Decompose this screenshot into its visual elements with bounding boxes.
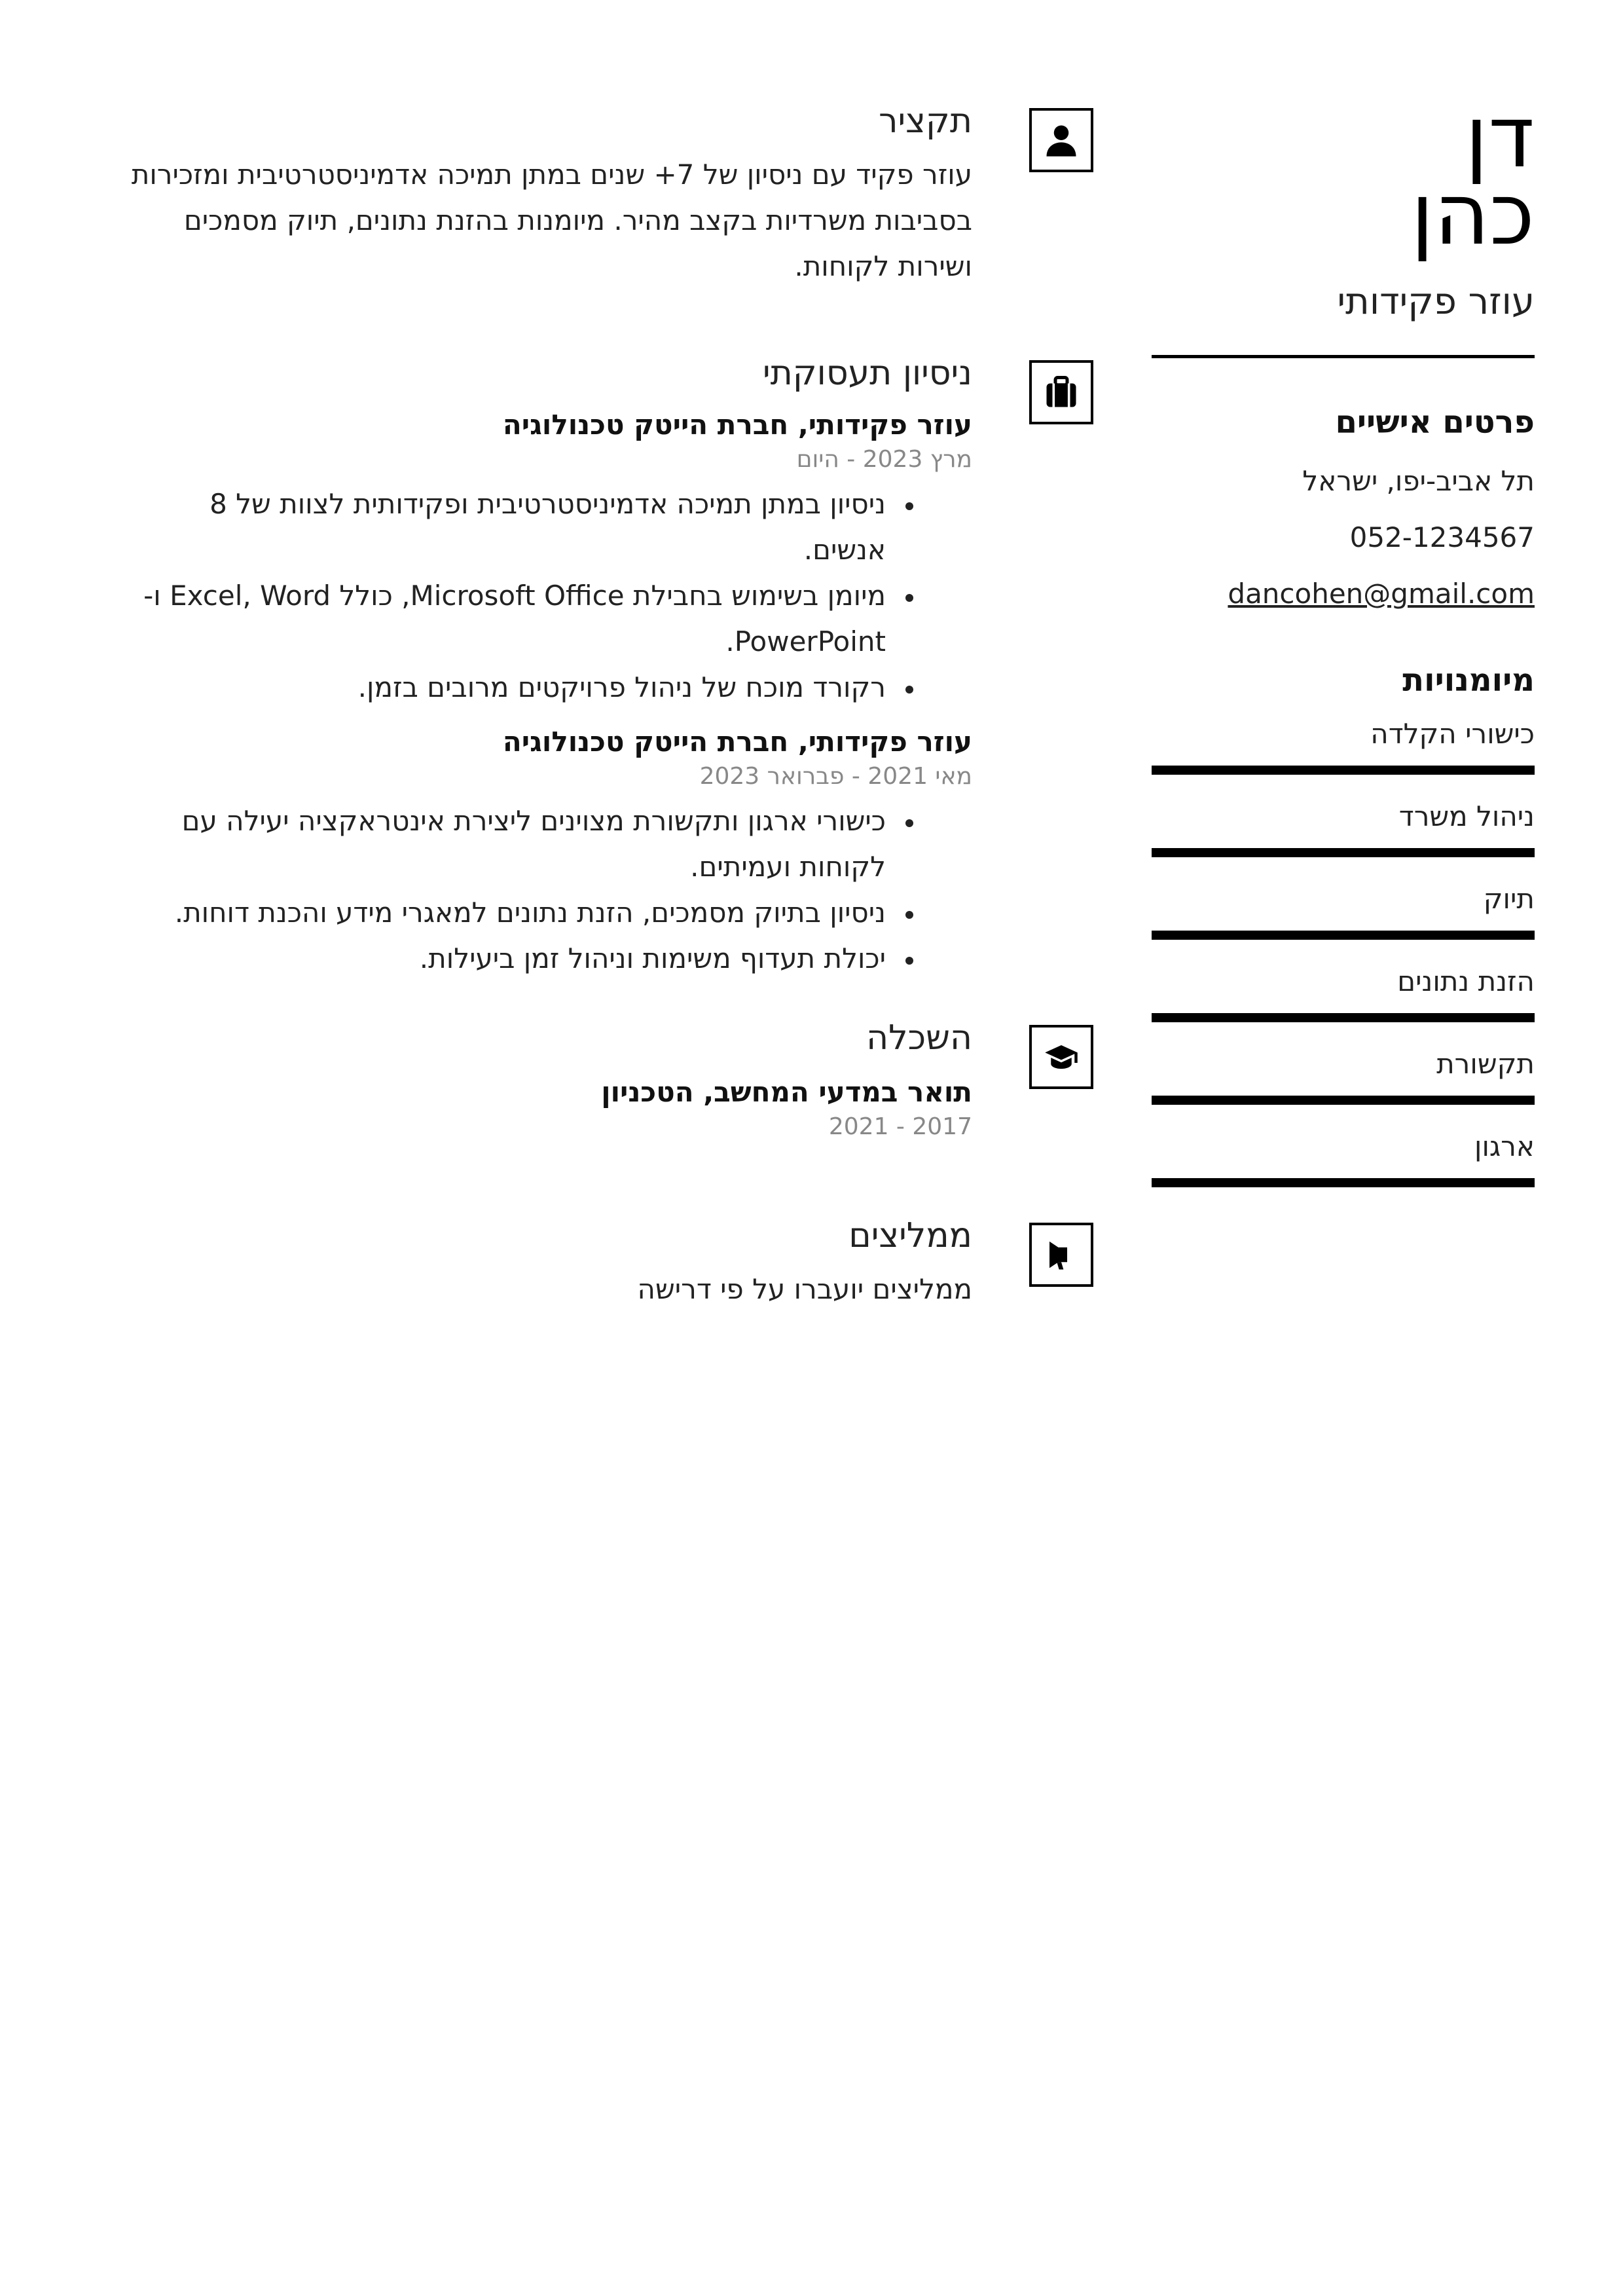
skill-item [1152,882,1535,940]
last-name: כהן [1410,164,1535,264]
sidebar [1152,87,1535,1212]
divider [1152,355,1535,358]
job-bullets [131,798,972,982]
references-section [131,1213,1093,1312]
summary-section [131,98,1093,289]
education-dates: 2017 - 2021 [828,1113,972,1140]
list-item: • רקורד מוכח של ניהול פרויקטים מרובים בזמן. [131,665,894,711]
skill-label: ארגון [1474,1130,1535,1162]
skills-heading: מיומנויות [1402,662,1535,699]
skill-level-bar [1152,1178,1535,1187]
briefcase-icon [1029,360,1093,424]
personal-details-heading: פרטים אישיים [1335,404,1535,441]
references-title: ממליצים [848,1216,972,1255]
job-dates: מרץ 2023 - היום [796,446,972,473]
list-item: • ניסיון במתן תמיכה אדמיניסטרטיבית ופקידותית לצוות של 8 אנשים. [131,481,894,573]
job-heading: עוזר פקידותי, חברת הייטק טכנולוגיה [502,409,972,441]
phone: 052-1234567 [1349,521,1535,553]
skill-item [1152,965,1535,1022]
skill-level-fill [1152,1013,1535,1022]
summary-text: עוזר פקיד עם ניסיון של 7+ שנים במתן תמיכה אדמיניסטרטיבית ומזכירות בסביבות משרדיות בקצב מהיר. מיומנות בהזנת נתונים, תיוק מסמכים ושירות לקוחות. [131,158,972,282]
references-text: ממליצים יועברו על פי דרישה [637,1273,972,1305]
education-title: השכלה [866,1018,972,1058]
job-entry [131,722,972,982]
skill-level-bar [1152,931,1535,940]
skill-label: תקשורת [1436,1048,1535,1080]
job-heading: עוזר פקידותי, חברת הייטק טכנולוגיה [502,726,972,758]
skill-level-fill [1152,766,1535,775]
skills-list [1152,717,1535,1187]
skill-item [1152,1130,1535,1187]
summary-title: תקציר [879,102,972,141]
job-entry [131,405,972,711]
skill-label: הזנת נתונים [1397,965,1535,997]
experience-title: ניסיון תעסוקתי [762,354,972,393]
job-title: עוזר פקידותי [1337,280,1535,323]
experience-section [131,350,1093,982]
job-bullets [131,481,972,711]
megaphone-icon [1029,1223,1093,1287]
list-item: • יכולת תעדוף משימות וניהול זמן ביעילות. [131,936,894,982]
skill-item [1152,800,1535,857]
skill-item [1152,717,1535,775]
skill-label: ניהול משרד [1398,800,1535,832]
list-item: • ניסיון בתיוק מסמכים, הזנת נתונים למאגרי מידע והכנת דוחות. [131,890,894,936]
job-dates: מאי 2021 - פברואר 2023 [699,763,972,790]
email-link[interactable]: dancohen@gmail.com [1228,578,1535,610]
skill-level-fill [1152,1178,1535,1187]
skill-item [1152,1047,1535,1105]
location: תל אביב-יפו, ישראל [1302,465,1535,497]
skill-level-bar [1152,1013,1535,1022]
skill-label: תיוק [1483,883,1535,915]
person-icon [1029,108,1093,172]
skill-level-fill [1152,1096,1535,1105]
education-section [131,1015,1093,1142]
skill-level-bar [1152,766,1535,775]
list-item: • כישורי ארגון ותקשורת מצוינים ליצירת אינטראקציה יעילה עם לקוחות ועמיתים. [131,798,894,890]
skill-level-fill [1152,848,1535,857]
first-name: דן [1465,87,1535,187]
degree: תואר במדעי המחשב, הטכניון [601,1076,972,1108]
skill-label: כישורי הקלדה [1370,718,1535,750]
skill-level-fill [1152,931,1535,940]
skill-level-bar [1152,1096,1535,1105]
graduation-cap-icon [1029,1025,1093,1089]
list-item: • מיומן בשימוש בחבילת Microsoft Office, כולל Excel, Word ו-PowerPoint. [131,573,894,665]
skill-level-bar [1152,848,1535,857]
